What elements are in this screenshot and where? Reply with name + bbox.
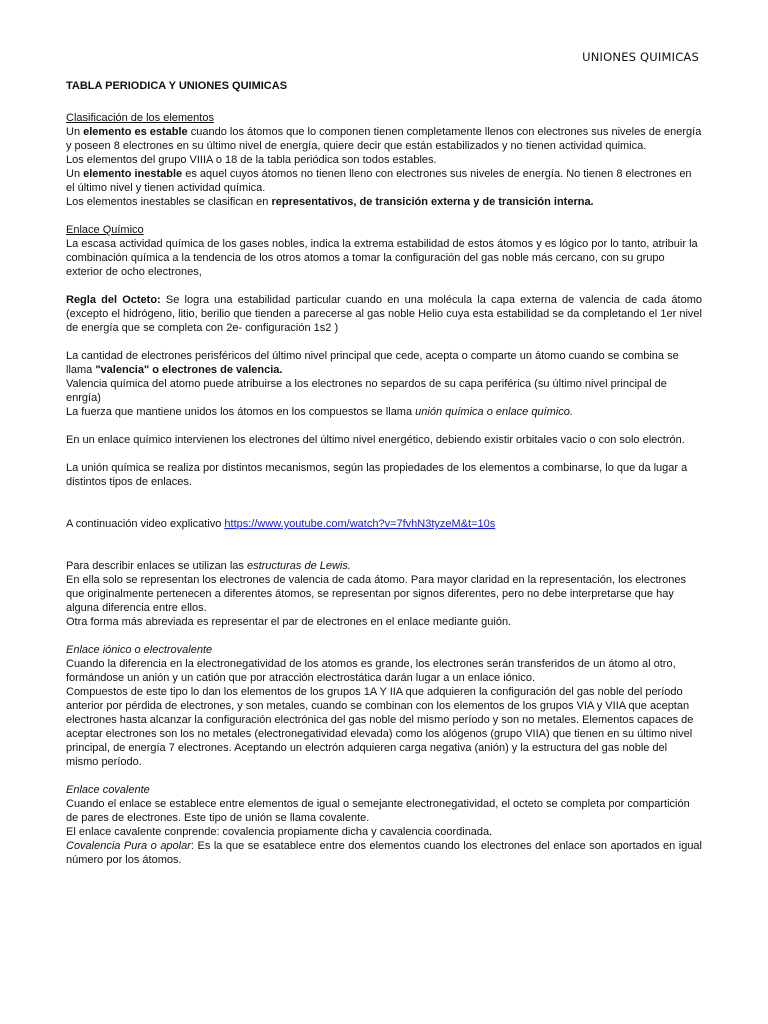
document-title: TABLA PERIODICA Y UNIONES QUIMICAS <box>66 80 288 92</box>
section-heading-enlace-quimico: Enlace Químico <box>66 224 144 236</box>
section-heading-enlace-ionico: Enlace iónico o electrovalente <box>66 644 213 656</box>
paragraph-cantidad-electrones: La cantidad de electrones perisféricos del último nivel principal que cede, acepta o comparte un átomo cuando se combina se llama "valencia" o electrones de valencia. <box>66 350 679 376</box>
paragraph-ionico-diferencia: Cuando la diferencia en la electronegatividad de los atomos es grande, los electrones serán transferidos de un átomo al otro, formándose un anión y un catión que por atracción electrostática darán lugar a un enlace iónico. <box>66 658 676 684</box>
paragraph-ionico-compuestos: Compuestos de este tipo lo dan los elementos de los grupos 1A Y IIA que adquieren la configuración del gas noble del período anterior por pérdida de electrones, y son metales, cuando se combinan con los elementos de los grupos VIA y VIIA que aceptan electrones hasta alcanzar la configuración electrónica del gas noble del mismo período y son no metales. Elementos capaces de aceptar electrones son los no metales (electronegatividad elevada) como los alógenos (grupo VIIA) que tienen en su último nivel principal, de energía 7 electrones. Aceptando un electrón adquieren carga negativa (anión) y la estructura del gas noble del mismo período. <box>66 686 694 768</box>
paragraph-clasificacion-inestables: Los elementos inestables se clasifican en representativos, de transición externa y de transición interna. <box>66 196 594 208</box>
paragraph-video: A continuación video explicativo https://www.youtube.com/watch?v=7fvhN3tyzeM&t=10s <box>66 518 496 530</box>
paragraph-regla-octeto: Regla del Octeto: Se logra una estabilidad particular cuando en una molécula la capa externa de valencia de cada átomo (excepto el hidrógeno, litio, berilio que tienden a parecerse al gas noble Helio cuya esta estabilidad se da completando el 1er nivel de energía que se completa con 2e- configuración 1s2 ) <box>66 294 702 334</box>
paragraph-fuerza: La fuerza que mantiene unidos los átomos en los compuestos se llama unión química o enlace químico. <box>66 406 573 418</box>
paragraph-grupo-viiia: Los elementos del grupo VIIIA o 18 de la tabla periódica son todos estables. <box>66 154 437 166</box>
paragraph-lewis-representacion: En ella solo se representan los electrones de valencia de cada átomo. Para mayor claridad en la representación, los electrones que originalmente pertenecen a diferentes átomos, se representan por signos diferentes, pero no debe interpretarse que hay alguna diferencia entre ellos. <box>66 574 687 614</box>
paragraph-estructuras-lewis: Para describir enlaces se utilizan las estructuras de Lewis. <box>66 560 351 572</box>
section-heading-clasificacion: Clasificación de los elementos <box>66 112 214 124</box>
document-body <box>66 79 702 867</box>
paragraph-lewis-guion: Otra forma más abreviada es representar el par de electrones en el enlace mediante guión. <box>66 616 512 628</box>
paragraph-orbitales: En un enlace químico intervienen los electrones del último nivel energético, debiendo existir orbitales vacio o con solo electrón. <box>66 434 685 446</box>
section-heading-enlace-covalente: Enlace covalente <box>66 784 150 796</box>
paragraph-covalente-definicion: Cuando el enlace se establece entre elementos de igual o semejante electronegatividad, el octeto se completa por compartición de pares de electrones. Este tipo de unión se llama covalente. <box>66 798 690 824</box>
paragraph-covalente-comprende: El enlace cavalente conprende: covalencia propiamente dicha y cavalencia coordinada. <box>66 826 493 838</box>
paragraph-elemento-estable: Un elemento es estable cuando los átomos que lo componen tienen completamente llenos con electrones sus niveles de energía y poseen 8 electrones en su último nivel de energía, quiere decir que están estabilizados y no tienen actividad quimica. <box>66 126 702 152</box>
paragraph-valencia-quimica: Valencia química del atomo puede atribuirse a los electrones no separdos de su capa periférica (su último nivel principal de enrgía) <box>66 378 667 404</box>
paragraph-covalencia-pura: Covalencia Pura o apolar: Es la que se esatablece entre dos elementos cuando los electrones del enlace son aportados en igual número por los átomos. <box>66 840 702 866</box>
paragraph-mecanismos: La unión química se realiza por distintos mecanismos, según las propiedades de los elementos a combinarse, lo que da lugar a distintos tipos de enlaces. <box>66 462 688 488</box>
paragraph-elemento-inestable: Un elemento inestable es aquel cuyos átomos no tienen lleno con electrones sus niveles de energía. No tienen 8 electrones en el último nivel y tienen actividad química. <box>66 168 692 194</box>
video-link[interactable]: https://www.youtube.com/watch?v=7fvhN3tyzeM&t=10s <box>224 518 496 530</box>
paragraph-gases-nobles: La escasa actividad química de los gases nobles, indica la extrema estabilidad de estos átomos y es lógico por lo tanto, atribuir la combinación química a la tendencia de los otros atomos a tomar la configuración del gas noble más cercano, con su grupo exterior de ocho electrones, <box>66 238 698 278</box>
page-header: UNIONES QUIMICAS <box>582 50 699 64</box>
